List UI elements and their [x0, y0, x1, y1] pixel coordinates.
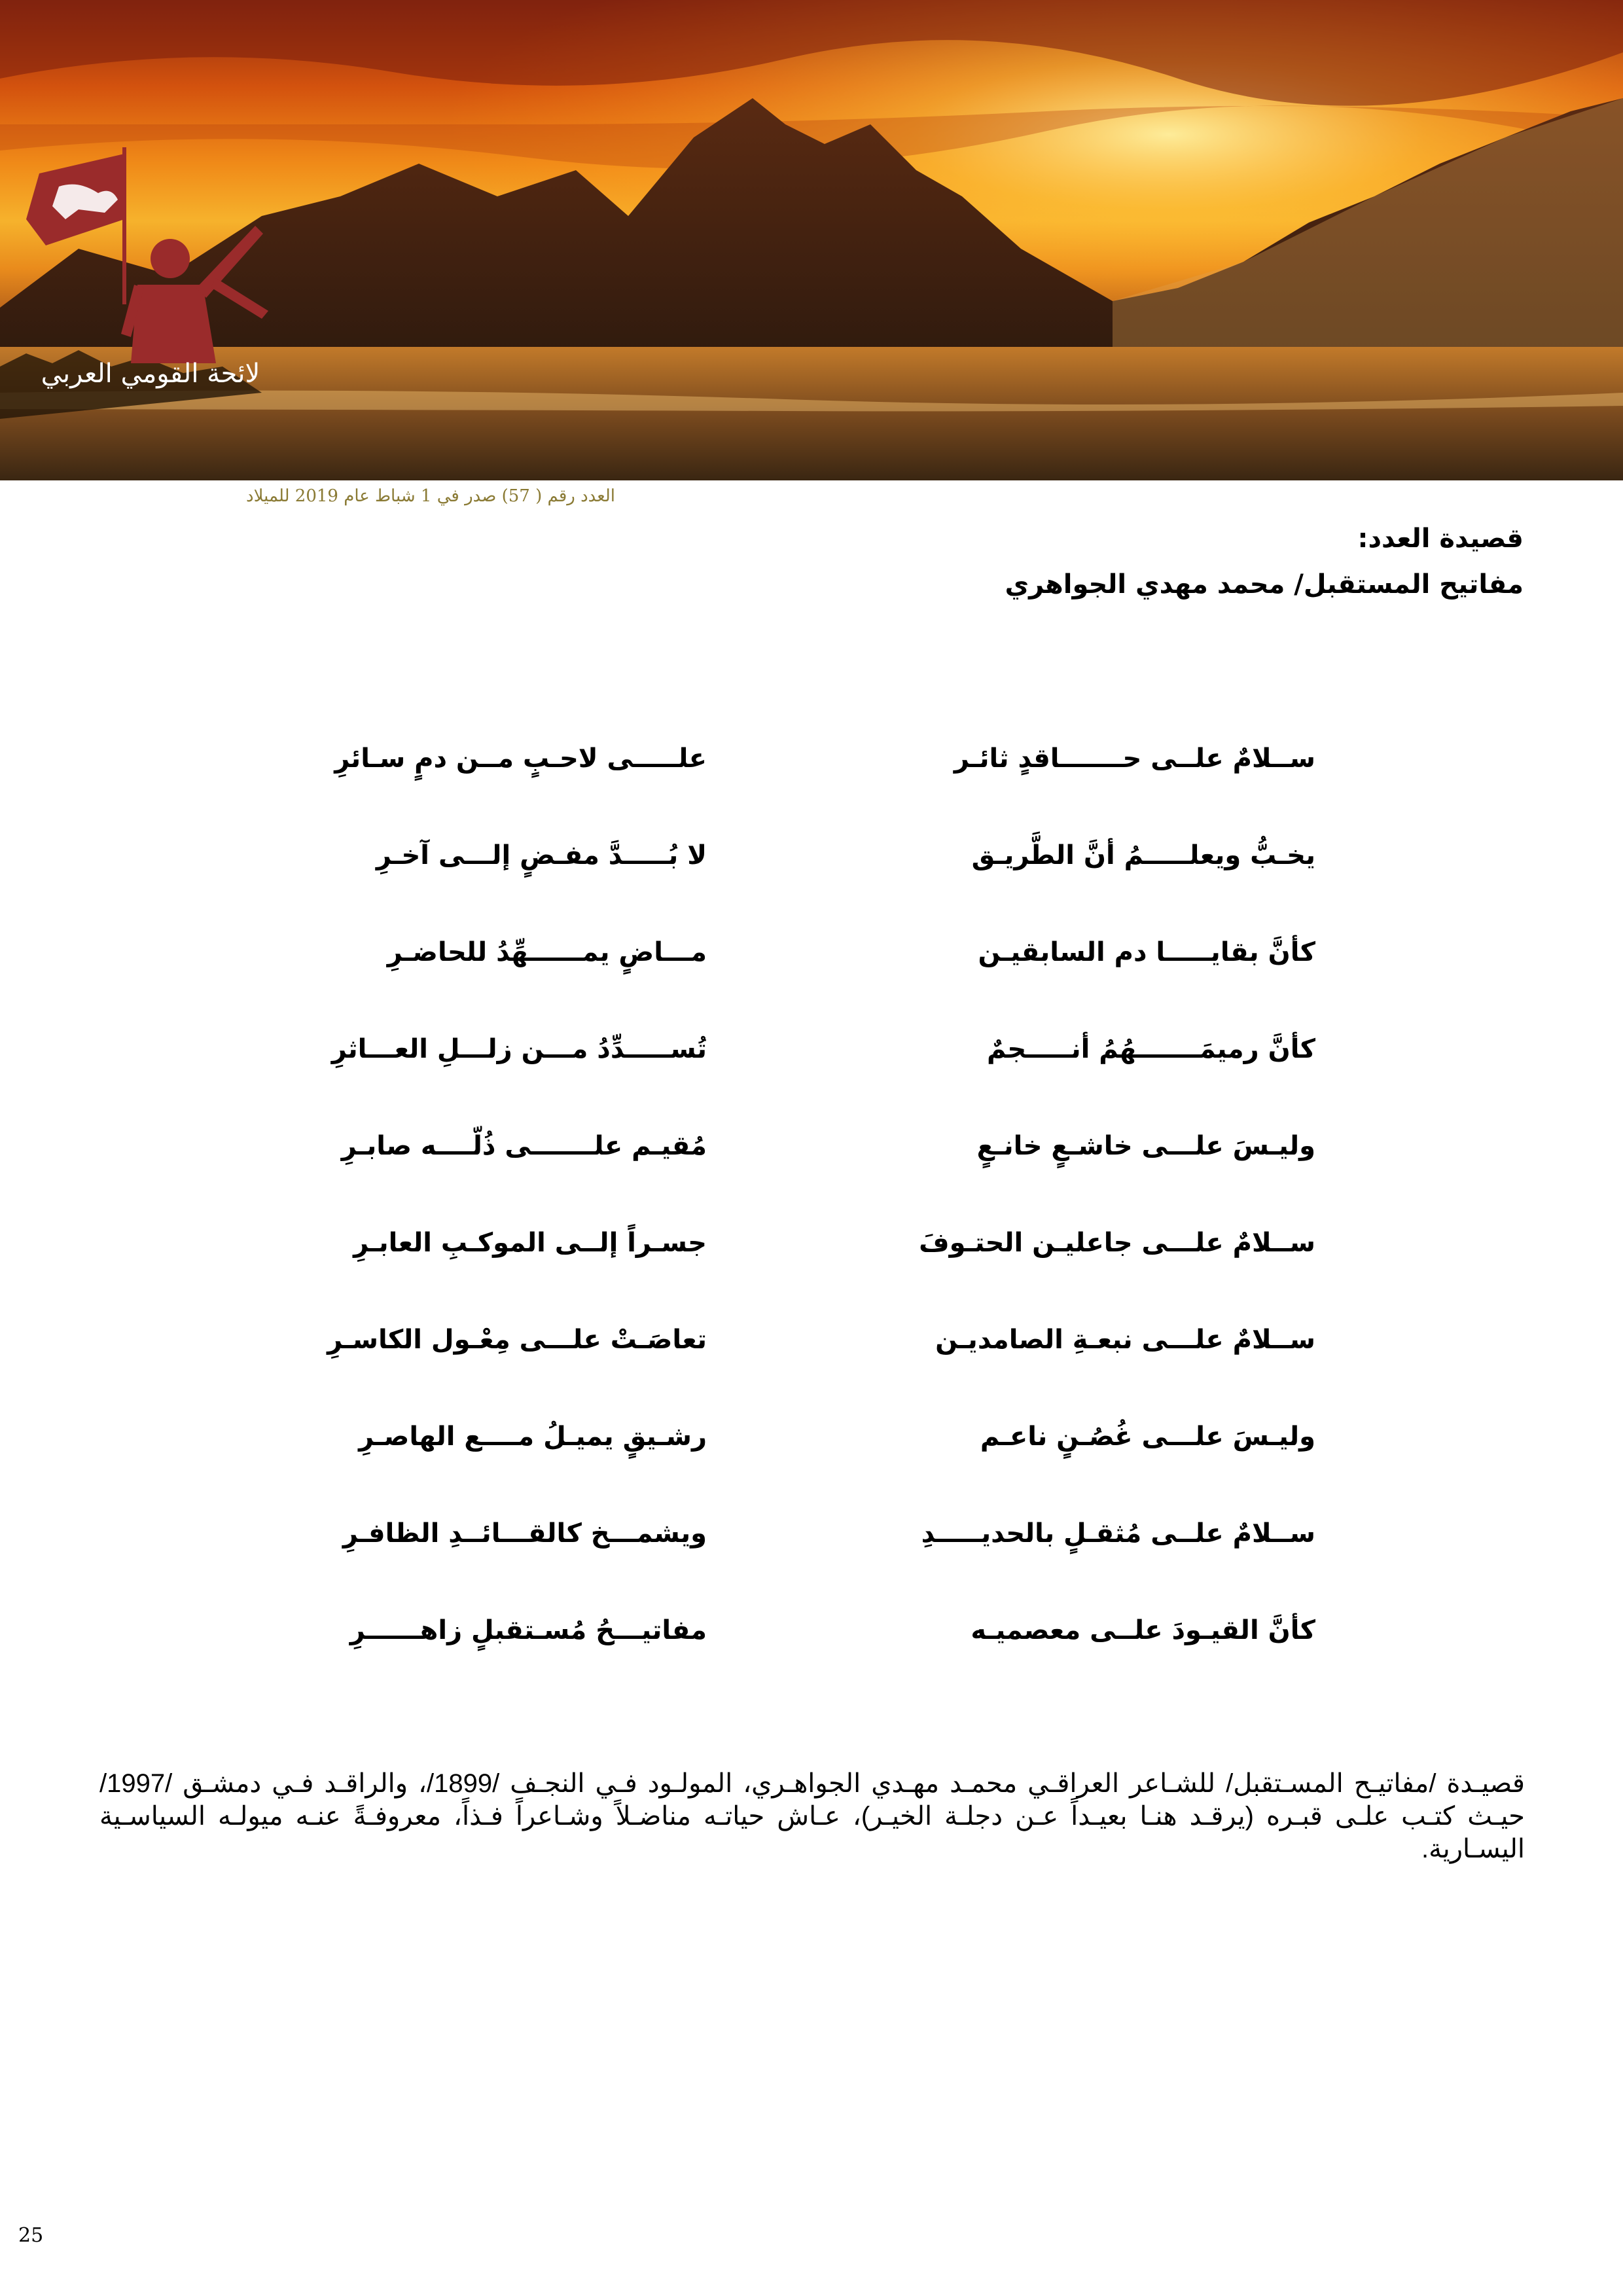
- verse-first-hemistich: ســلامٌ علـــى جاعليـن الحتـوفَ: [919, 1228, 1315, 1258]
- verse-first-hemistich: ســلامٌ علــى مُثقـلٍ بالحديـــــدِ: [921, 1518, 1315, 1549]
- poem-title: مفاتيح المستقبل/ محمد مهدي الجواهري: [1005, 569, 1524, 600]
- verse-first-hemistich: ســلامٌ علــى حـــــــاقدٍ ثائـر: [954, 744, 1315, 774]
- verse-second-hemistich: علـــــى لاحـبٍ مــن دمٍ سـائرِ: [334, 744, 707, 774]
- verse-second-hemistich: لا بُـــــدَّ مفـضٍ إلـــى آخـرِ: [376, 840, 707, 870]
- verse-second-hemistich: مُقيـم علـــــــى ذُلّــــه صابـرِ: [341, 1131, 707, 1161]
- header-banner: [0, 0, 1623, 480]
- verse-first-hemistich: ســلامٌ علـــى نبعـةِ الصامديـن: [935, 1325, 1315, 1355]
- verse-second-hemistich: مـــاضٍ يمــــــهِّدُ للحاضـرِ: [387, 937, 707, 967]
- verse-first-hemistich: كأنَّ رميمَـــــــهُمُ أنـــــجمٌ: [987, 1034, 1315, 1064]
- verse-first-hemistich: كأنَّ بقايـــــا دم السابقيـن: [978, 937, 1315, 967]
- verse-second-hemistich: رشـيقٍ يميـلُ مــــع الهاصـرِ: [359, 1422, 707, 1452]
- page-number: 25: [18, 2224, 44, 2247]
- verse-second-hemistich: جسـراً إلــى الموكـبِ العابـرِ: [353, 1228, 707, 1258]
- poem-note-paragraph: قصيـدة /مفاتيـح المسـتقبل/ للشـاعر العراقـي محمـد مهـدي الجواهـري، المولـود فـي النجـف /1899/، والراقـد فـي دمشـق /1997/ حيـث كتـب علـى قبـره (يرقـد هنـا بعيـداً عـن دجلـة الخيـر)، عـاش حياتـه مناضـلاً وشـاعراً فـذاً، معروفـةً عنـه ميولـه السياسـية اليسـارية.: [99, 1769, 1525, 1863]
- poem-label: قصيدة العدد:: [1357, 524, 1524, 554]
- verse-second-hemistich: تعاصَـتْ علـــى مِعْـول الكاسـرِ: [327, 1325, 707, 1355]
- issue-info: العدد رقم ( 57) صدر في 1 شباط عام 2019 للميلاد: [246, 486, 615, 506]
- verse-first-hemistich: كأنَّ القيـودَ علــى معصميـه: [971, 1615, 1315, 1645]
- verse-first-hemistich: وليـسَ علـــى خاشـعٍ خانـعٍ: [976, 1131, 1315, 1161]
- verse-first-hemistich: وليـسَ علـــى غُصُـنٍ ناعـم: [980, 1422, 1315, 1452]
- verse-first-hemistich: يخـبُّ ويعلـــــمُ أنَّ الطَّريـق: [971, 840, 1315, 870]
- verse-second-hemistich: ويشمـــخ كالقـــائــدِ الظافـرِ: [342, 1518, 707, 1549]
- logo-text: لائحة القومي العربي: [41, 359, 260, 389]
- verse-second-hemistich: مفاتيـــحُ مُسـتقبلٍ زاهــــــرِ: [349, 1615, 707, 1645]
- verse-second-hemistich: تُســـــدِّدُ مـــن زلـــلِ العـــاثرِ: [331, 1034, 707, 1064]
